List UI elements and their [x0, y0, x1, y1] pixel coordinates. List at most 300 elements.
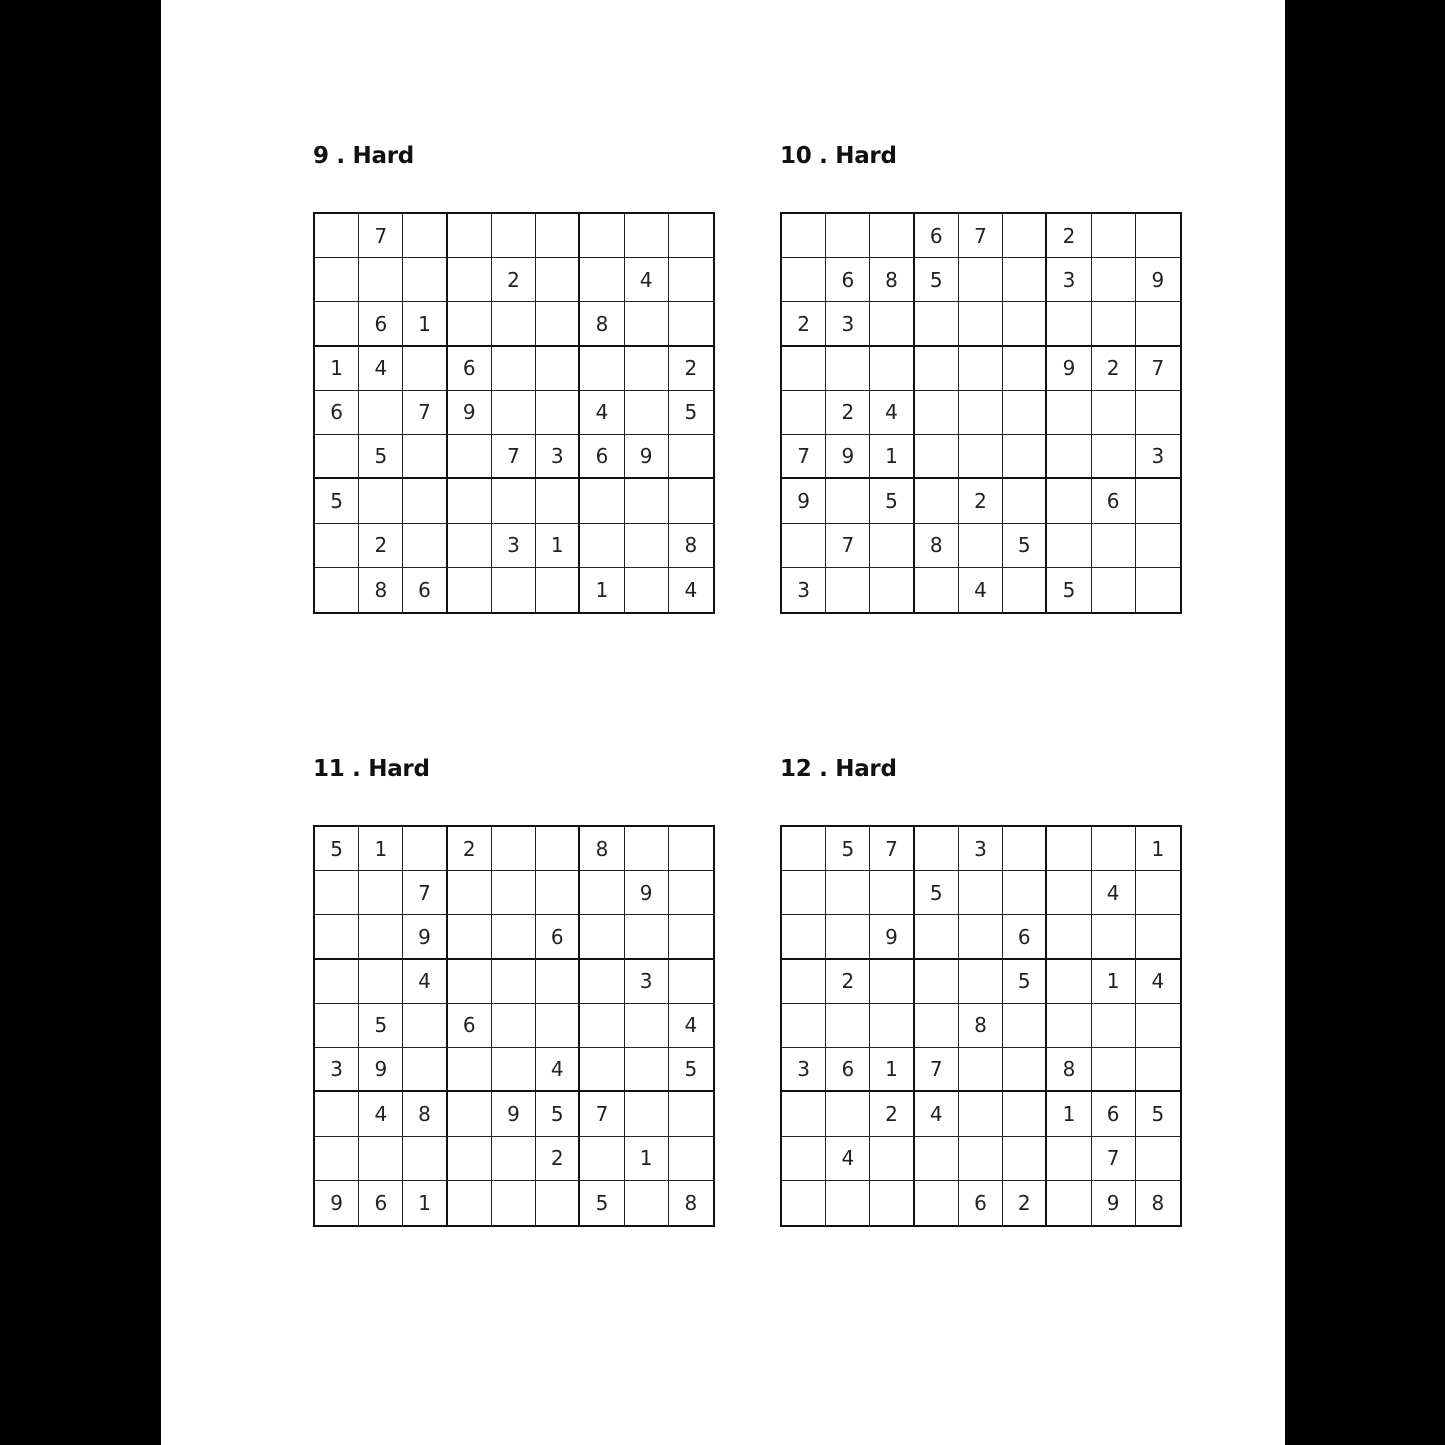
grid-cell: [915, 391, 959, 435]
grid-cell: [959, 871, 1003, 915]
grid-cell: [359, 915, 403, 959]
grid-cell: 4: [1092, 871, 1136, 915]
grid-cell: [492, 960, 536, 1004]
grid-cell: [959, 302, 1003, 346]
grid-cell: [826, 214, 870, 258]
grid-cell: 9: [870, 915, 914, 959]
grid-cell: [448, 1048, 492, 1092]
grid-cell: 9: [448, 391, 492, 435]
grid-cell: 4: [870, 391, 914, 435]
grid-cell: 1: [580, 568, 624, 612]
grid-cell: 2: [870, 1092, 914, 1136]
grid-cell: 3: [1136, 435, 1180, 479]
grid-cell: [1003, 214, 1047, 258]
grid-cell: [1092, 435, 1136, 479]
grid-cell: 4: [580, 391, 624, 435]
grid-cell: 2: [536, 1137, 580, 1181]
grid-cell: [669, 1137, 713, 1181]
grid-cell: 8: [870, 258, 914, 302]
grid-cell: [403, 479, 447, 523]
grid-cell: 2: [1092, 347, 1136, 391]
grid-cell: [536, 1181, 580, 1225]
grid-cell: [448, 568, 492, 612]
grid-cell: [870, 214, 914, 258]
grid-cell: 5: [826, 827, 870, 871]
grid-cell: [448, 960, 492, 1004]
sudoku-grid: [313, 212, 715, 614]
grid-cell: 8: [580, 827, 624, 871]
grid-cell: [1136, 214, 1180, 258]
grid-cell: [870, 960, 914, 1004]
grid-cell: 7: [959, 214, 1003, 258]
grid-cell: [536, 871, 580, 915]
grid-cell: [580, 960, 624, 1004]
grid-cell: [580, 258, 624, 302]
grid-cell: [315, 915, 359, 959]
grid-cell: 4: [669, 1004, 713, 1048]
grid-cell: [915, 960, 959, 1004]
grid-cell: [959, 1048, 1003, 1092]
grid-cell: [826, 347, 870, 391]
grid-cell: 8: [915, 524, 959, 568]
grid-cell: 9: [403, 915, 447, 959]
grid-cell: 5: [580, 1181, 624, 1225]
grid-cell: [870, 871, 914, 915]
grid-cell: [492, 915, 536, 959]
grid-cell: [915, 479, 959, 523]
grid-cell: [1047, 960, 1091, 1004]
grid-cell: [826, 479, 870, 523]
grid-cell: [625, 1092, 669, 1136]
grid-cell: [1003, 391, 1047, 435]
grid-cell: [782, 391, 826, 435]
grid-cell: [359, 479, 403, 523]
grid-cell: [359, 391, 403, 435]
grid-cell: 9: [1092, 1181, 1136, 1225]
grid-cell: [1136, 1004, 1180, 1048]
grid-cell: [1136, 524, 1180, 568]
grid-cell: [1092, 1004, 1136, 1048]
puzzle-title: 11 . Hard: [313, 756, 430, 782]
grid-cell: [669, 827, 713, 871]
grid-cell: [826, 568, 870, 612]
grid-cell: 7: [403, 391, 447, 435]
grid-cell: [1047, 391, 1091, 435]
grid-cell: 5: [536, 1092, 580, 1136]
grid-cell: 2: [492, 258, 536, 302]
grid-cell: [536, 391, 580, 435]
grid-cell: [315, 871, 359, 915]
grid-cell: [1136, 568, 1180, 612]
puzzle-page: [161, 0, 1285, 1445]
grid-cell: [536, 347, 580, 391]
grid-cell: [1047, 435, 1091, 479]
grid-cell: [315, 1137, 359, 1181]
grid-cell: 6: [359, 302, 403, 346]
grid-cell: [536, 827, 580, 871]
grid-cell: [580, 1137, 624, 1181]
grid-cell: [625, 524, 669, 568]
grid-cell: 9: [492, 1092, 536, 1136]
grid-cell: [536, 1004, 580, 1048]
grid-cell: [1136, 302, 1180, 346]
grid-cell: 6: [826, 258, 870, 302]
grid-cell: [1092, 524, 1136, 568]
grid-cell: [1003, 871, 1047, 915]
grid-cell: [959, 1137, 1003, 1181]
puzzle-title: 10 . Hard: [780, 143, 897, 169]
grid-cell: [492, 568, 536, 612]
grid-cell: [403, 1137, 447, 1181]
grid-cell: 3: [536, 435, 580, 479]
grid-cell: 3: [782, 568, 826, 612]
grid-cell: [448, 435, 492, 479]
grid-cell: 8: [684, 1190, 698, 1215]
grid-cell: 9: [625, 871, 669, 915]
grid-cell: [915, 827, 959, 871]
grid-cell: 4: [1136, 960, 1180, 1004]
grid-cell: [1092, 1048, 1136, 1092]
grid-cell: [403, 827, 447, 871]
grid-cell: [359, 871, 403, 915]
grid-cell: 1: [536, 524, 580, 568]
grid-cell: [782, 827, 826, 871]
grid-cell: [315, 524, 359, 568]
grid-cell: [782, 214, 826, 258]
grid-cell: [448, 1137, 492, 1181]
grid-cell: [580, 524, 624, 568]
grid-cell: [915, 1004, 959, 1048]
grid-cell: [1003, 302, 1047, 346]
grid-cell: 5: [870, 479, 914, 523]
sudoku-grid: [313, 825, 715, 1227]
grid-cell: 5: [669, 391, 713, 435]
grid-cell: [782, 915, 826, 959]
grid-cell: [959, 347, 1003, 391]
grid-cell: 2: [1047, 214, 1091, 258]
grid-cell: 9: [1047, 347, 1091, 391]
grid-cell: 3: [315, 1048, 359, 1092]
grid-cell: 1: [315, 347, 359, 391]
grid-cell: 2: [1003, 1181, 1047, 1225]
grid-cell: 6: [448, 1004, 492, 1048]
grid-cell: [1003, 568, 1047, 612]
grid-cell: 5: [915, 871, 959, 915]
grid-cell: [959, 1092, 1003, 1136]
grid-cell: [959, 915, 1003, 959]
grid-cell: [580, 915, 624, 959]
grid-cell: 4: [359, 1092, 403, 1136]
grid-cell: [782, 524, 826, 568]
grid-cell: [669, 915, 713, 959]
grid-cell: [1047, 915, 1091, 959]
grid-cell: [782, 871, 826, 915]
grid-cell: [870, 568, 914, 612]
grid-cell: [1003, 1137, 1047, 1181]
grid-cell: 3: [1047, 258, 1091, 302]
grid-cell: 6: [1092, 1092, 1136, 1136]
grid-cell: [448, 915, 492, 959]
grid-cell: 5: [915, 258, 959, 302]
grid-cell: [782, 1092, 826, 1136]
grid-cell: 8: [359, 568, 403, 612]
grid-cell: [870, 1004, 914, 1048]
grid-cell: [669, 1092, 713, 1136]
grid-cell: [448, 302, 492, 346]
grid-cell: 1: [403, 1181, 447, 1225]
grid-cell: 3: [492, 524, 536, 568]
grid-cell: 8: [1151, 1190, 1165, 1215]
grid-cell: [315, 435, 359, 479]
grid-cell: [870, 1137, 914, 1181]
grid-cell: [826, 871, 870, 915]
grid-cell: [1092, 915, 1136, 959]
grid-cell: [403, 347, 447, 391]
grid-cell: [669, 302, 713, 346]
grid-cell: [403, 524, 447, 568]
grid-cell: 8: [580, 302, 624, 346]
puzzle-title: 12 . Hard: [780, 756, 897, 782]
grid-cell: [403, 1004, 447, 1048]
grid-cell: 9: [782, 479, 826, 523]
grid-cell: [625, 827, 669, 871]
grid-cell: [782, 1181, 826, 1225]
grid-cell: [1047, 871, 1091, 915]
grid-cell: [1047, 827, 1091, 871]
grid-cell: [536, 258, 580, 302]
grid-cell: [782, 347, 826, 391]
grid-cell: [359, 960, 403, 1004]
grid-cell: [448, 871, 492, 915]
grid-cell: 4: [625, 258, 669, 302]
grid-cell: 4: [915, 1092, 959, 1136]
grid-cell: [826, 1181, 870, 1225]
grid-cell: 7: [1092, 1137, 1136, 1181]
grid-cell: 3: [826, 302, 870, 346]
grid-cell: 4: [826, 1137, 870, 1181]
grid-cell: 5: [1047, 568, 1091, 612]
grid-cell: [403, 258, 447, 302]
grid-cell: 5: [1136, 1092, 1180, 1136]
grid-cell: [1136, 1048, 1180, 1092]
grid-cell: [492, 827, 536, 871]
grid-cell: 6: [1092, 479, 1136, 523]
grid-cell: [448, 479, 492, 523]
grid-cell: [625, 915, 669, 959]
grid-cell: 5: [669, 1048, 713, 1092]
grid-cell: 7: [403, 871, 447, 915]
grid-cell: 8: [959, 1004, 1003, 1048]
grid-cell: [580, 1004, 624, 1048]
grid-cell: [669, 960, 713, 1004]
grid-cell: 6: [359, 1181, 403, 1225]
grid-cell: [826, 915, 870, 959]
grid-cell: 7: [359, 214, 403, 258]
grid-cell: [1003, 1004, 1047, 1048]
grid-cell: [915, 568, 959, 612]
grid-cell: [826, 1004, 870, 1048]
grid-cell: [359, 1137, 403, 1181]
grid-cell: 6: [580, 435, 624, 479]
grid-cell: [492, 347, 536, 391]
grid-cell: [492, 302, 536, 346]
grid-cell: 2: [448, 827, 492, 871]
grid-cell: [492, 1137, 536, 1181]
grid-cell: 5: [315, 479, 359, 523]
grid-cell: [580, 214, 624, 258]
grid-cell: [915, 435, 959, 479]
grid-cell: [448, 524, 492, 568]
grid-cell: 9: [1136, 258, 1180, 302]
grid-cell: 5: [1003, 960, 1047, 1004]
grid-cell: [1092, 391, 1136, 435]
grid-cell: [669, 435, 713, 479]
grid-cell: [625, 391, 669, 435]
grid-cell: 6: [536, 915, 580, 959]
grid-cell: 8: [1047, 1048, 1091, 1092]
grid-cell: [448, 1092, 492, 1136]
grid-cell: [580, 347, 624, 391]
grid-cell: 2: [826, 391, 870, 435]
grid-cell: [625, 1181, 669, 1225]
grid-cell: [915, 302, 959, 346]
grid-cell: [403, 435, 447, 479]
grid-cell: [492, 1004, 536, 1048]
grid-cell: [315, 1004, 359, 1048]
grid-cell: [1136, 391, 1180, 435]
grid-cell: 4: [684, 577, 698, 602]
grid-cell: 5: [315, 827, 359, 871]
grid-cell: [580, 1048, 624, 1092]
grid-cell: [1003, 258, 1047, 302]
grid-cell: 5: [359, 1004, 403, 1048]
grid-cell: 9: [315, 1181, 359, 1225]
grid-cell: [669, 871, 713, 915]
grid-cell: 6: [915, 214, 959, 258]
grid-cell: [870, 1181, 914, 1225]
grid-cell: 5: [1003, 524, 1047, 568]
grid-cell: 8: [403, 1092, 447, 1136]
grid-cell: [915, 915, 959, 959]
grid-cell: [782, 960, 826, 1004]
grid-cell: [315, 214, 359, 258]
grid-cell: [625, 1048, 669, 1092]
grid-cell: 7: [870, 827, 914, 871]
grid-cell: [625, 347, 669, 391]
grid-cell: 6: [1003, 915, 1047, 959]
grid-cell: [492, 1048, 536, 1092]
grid-cell: [870, 347, 914, 391]
grid-cell: [782, 1004, 826, 1048]
grid-cell: [1136, 871, 1180, 915]
grid-cell: [782, 258, 826, 302]
grid-cell: 1: [359, 827, 403, 871]
sudoku-grid: [780, 825, 1182, 1227]
grid-cell: [359, 258, 403, 302]
grid-cell: [315, 960, 359, 1004]
grid-cell: 1: [870, 1048, 914, 1092]
grid-cell: [826, 1092, 870, 1136]
grid-cell: [1092, 258, 1136, 302]
grid-cell: [669, 479, 713, 523]
grid-cell: [536, 479, 580, 523]
grid-cell: 2: [826, 960, 870, 1004]
grid-cell: [1092, 827, 1136, 871]
grid-cell: [536, 960, 580, 1004]
grid-cell: [782, 1137, 826, 1181]
grid-cell: [1003, 347, 1047, 391]
grid-cell: [1092, 214, 1136, 258]
grid-cell: 4: [359, 347, 403, 391]
grid-cell: [315, 302, 359, 346]
grid-cell: [870, 524, 914, 568]
grid-cell: [959, 960, 1003, 1004]
grid-cell: [315, 568, 359, 612]
grid-cell: 7: [492, 435, 536, 479]
grid-cell: [1047, 1137, 1091, 1181]
grid-cell: 1: [1092, 960, 1136, 1004]
grid-cell: 1: [625, 1137, 669, 1181]
grid-cell: [1047, 479, 1091, 523]
grid-cell: 6: [826, 1048, 870, 1092]
grid-cell: [1003, 479, 1047, 523]
grid-cell: [492, 479, 536, 523]
grid-cell: [625, 568, 669, 612]
grid-cell: [403, 214, 447, 258]
grid-cell: [492, 1181, 536, 1225]
grid-cell: [669, 258, 713, 302]
sudoku-grid: [780, 212, 1182, 614]
grid-cell: [1003, 1048, 1047, 1092]
grid-cell: 1: [403, 302, 447, 346]
grid-cell: 2: [359, 524, 403, 568]
grid-cell: [1003, 1092, 1047, 1136]
grid-cell: 6: [403, 568, 447, 612]
grid-cell: 7: [826, 524, 870, 568]
grid-cell: [625, 479, 669, 523]
grid-cell: [448, 214, 492, 258]
grid-cell: [625, 302, 669, 346]
grid-cell: 8: [669, 524, 713, 568]
grid-cell: [1003, 435, 1047, 479]
grid-cell: [1136, 1137, 1180, 1181]
grid-cell: [492, 391, 536, 435]
grid-cell: 4: [403, 960, 447, 1004]
grid-cell: [959, 524, 1003, 568]
grid-cell: [915, 1137, 959, 1181]
grid-cell: [1136, 479, 1180, 523]
grid-cell: 2: [959, 479, 1003, 523]
grid-cell: [580, 479, 624, 523]
grid-cell: [536, 302, 580, 346]
grid-cell: [915, 347, 959, 391]
grid-cell: 2: [782, 302, 826, 346]
grid-cell: [1047, 1004, 1091, 1048]
grid-cell: [625, 1004, 669, 1048]
grid-cell: 7: [1136, 347, 1180, 391]
grid-cell: [448, 1181, 492, 1225]
grid-cell: 9: [625, 435, 669, 479]
grid-cell: [448, 258, 492, 302]
grid-cell: [915, 1181, 959, 1225]
grid-cell: 7: [915, 1048, 959, 1092]
grid-cell: [959, 258, 1003, 302]
grid-cell: [1047, 302, 1091, 346]
grid-cell: [492, 214, 536, 258]
grid-cell: [669, 214, 713, 258]
grid-cell: 2: [669, 347, 713, 391]
grid-cell: [536, 214, 580, 258]
